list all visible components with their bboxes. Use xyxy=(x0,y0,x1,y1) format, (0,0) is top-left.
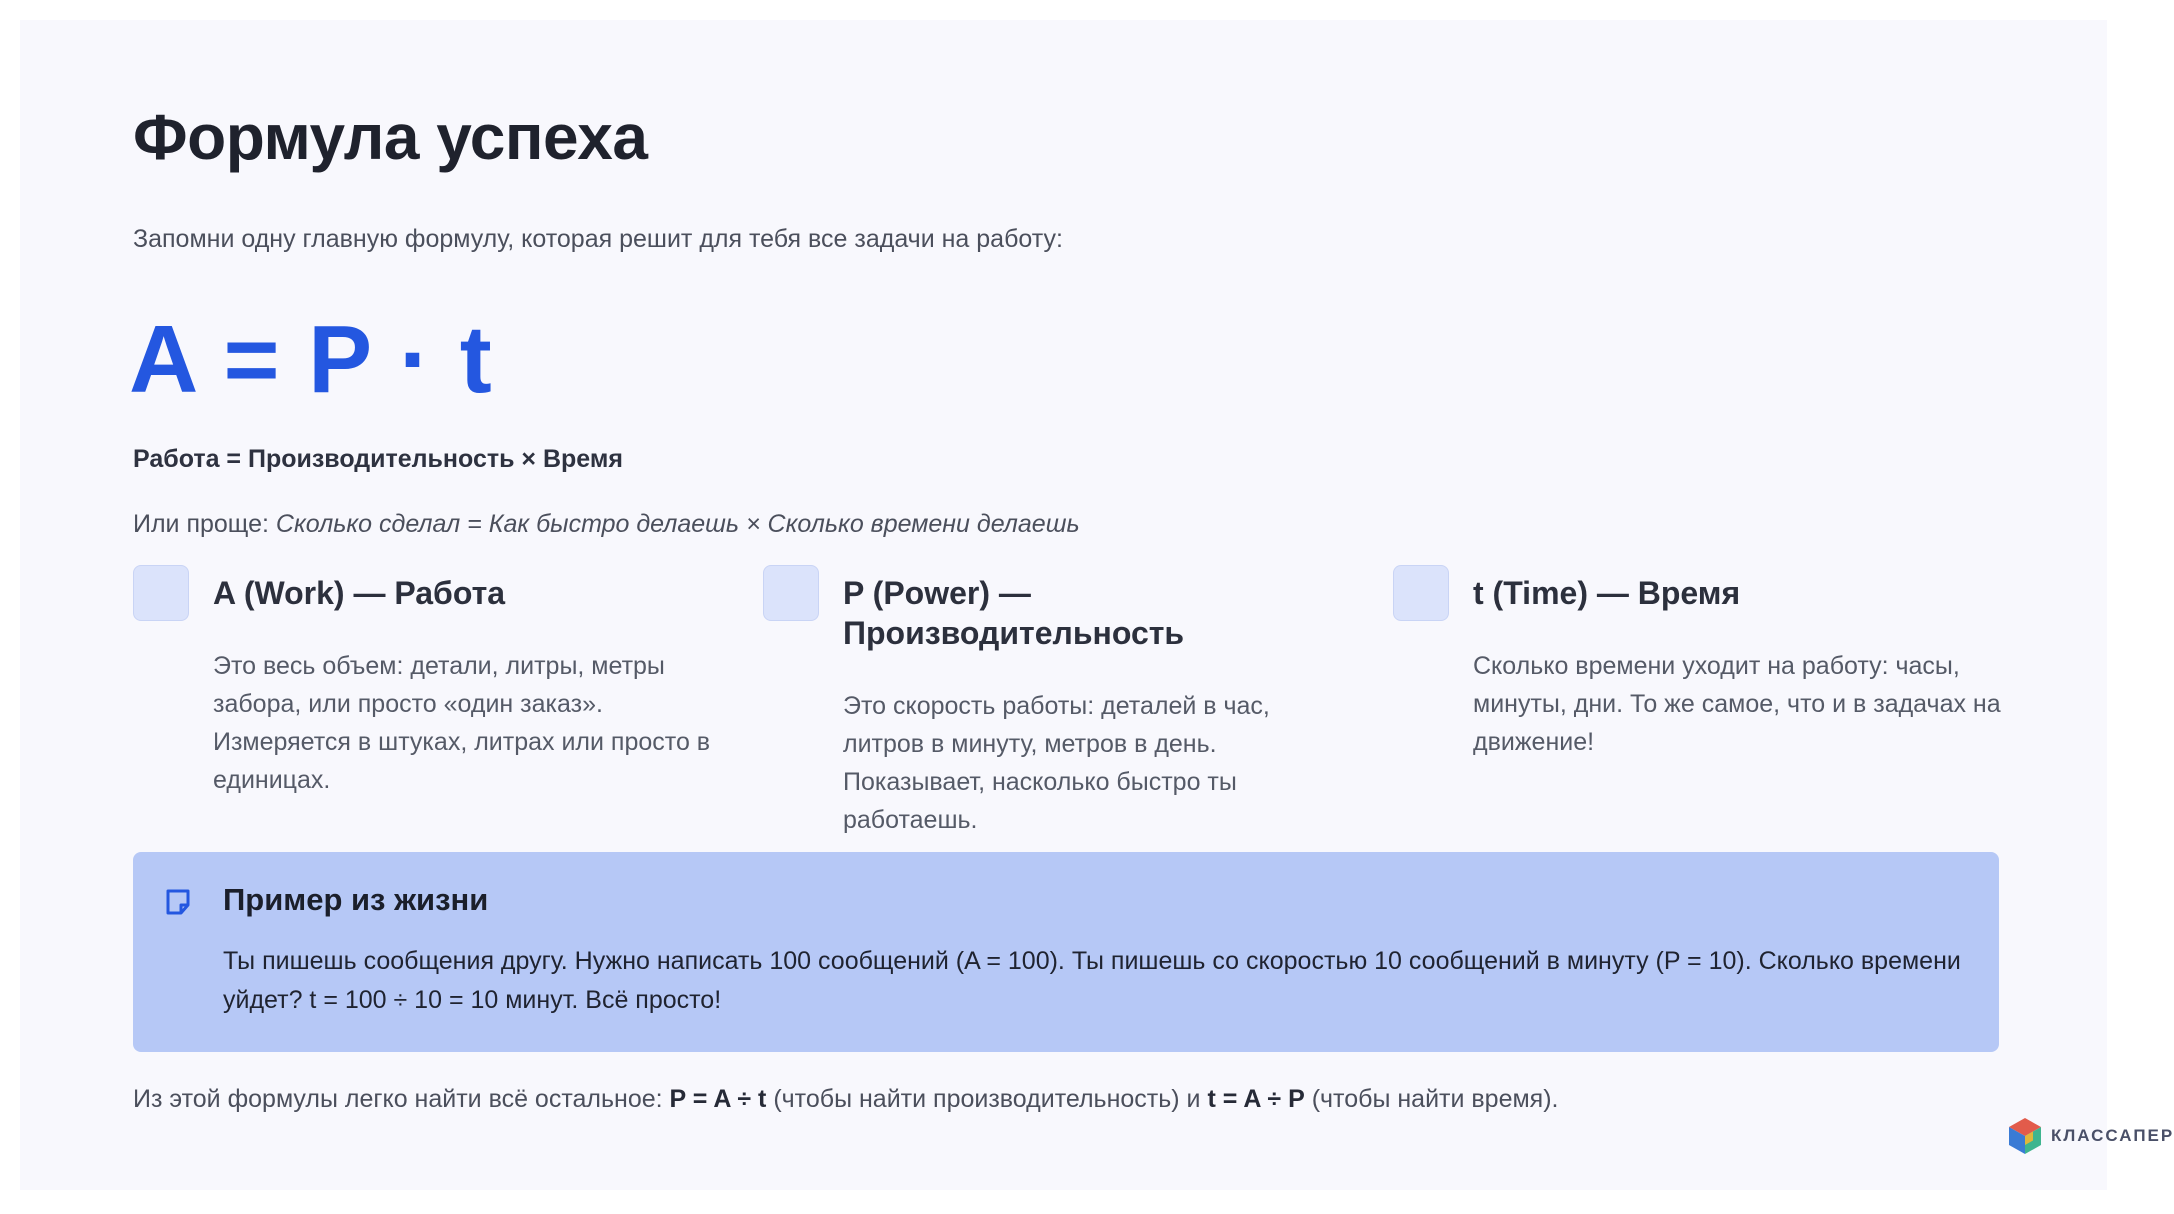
logo-text: КЛАССАПЕР xyxy=(2051,1126,2174,1145)
cube-logo-icon xyxy=(2003,1114,2047,1158)
simpler-explanation xyxy=(133,510,1080,539)
callout-text: Ты пишешь сообщения другу. Нужно написать 100 сообщений (A = 100). Ты пишешь со скоростью 10 сообщений в минуту (P = 10). Сколько времени уйдет? t = 100 ÷ 10 = 10 минут. Всё просто! xyxy=(223,947,1961,1014)
card-power-title: P (Power) — Производительность xyxy=(843,575,1185,651)
footer-text xyxy=(133,1085,1558,1114)
footer-formula-p: P = A ÷ t xyxy=(669,1085,767,1113)
footer-part3: (чтобы найти время). xyxy=(1304,1085,1559,1113)
callout-title: Пример из жизни xyxy=(223,882,489,917)
card-time-title: t (Time) — Время xyxy=(1473,575,1741,611)
slide xyxy=(20,20,2174,1190)
footer-part1: Из этой формулы легко найти всё остальное: xyxy=(133,1085,670,1113)
card-time-text: Сколько времени уходит на работу: часы, минуты, дни. То же самое, что и в задачах на движение! xyxy=(1473,652,2001,756)
card-power-icon xyxy=(763,565,819,621)
footer-part2: (чтобы найти производительность) и xyxy=(766,1085,1208,1113)
card-work-title: A (Work) — Работа xyxy=(213,575,506,611)
main-formula: A = P · t xyxy=(129,306,493,413)
simpler-prefix: Или проще: xyxy=(133,510,276,538)
card-time-icon xyxy=(1393,565,1449,621)
note-icon xyxy=(163,887,193,917)
brand-logo xyxy=(2003,1114,2174,1158)
formula-meaning: Работа = Производительность × Время xyxy=(133,445,623,473)
card-power-text: Это скорость работы: деталей в час, литров в минуту, метров в день. Показывает, насколько быстро ты работаешь. xyxy=(843,692,1270,834)
footer-formula-t: t = A ÷ P xyxy=(1207,1085,1305,1113)
card-work-text: Это весь объем: детали, литры, метры забора, или просто «один заказ». Измеряется в штуках, литрах или просто в единицах. xyxy=(213,652,711,794)
intro-text: Запомни одну главную формулу, которая решит для тебя все задачи на работу: xyxy=(133,225,1063,253)
card-work-icon xyxy=(133,565,189,621)
page-title: Формула успеха xyxy=(133,101,648,173)
example-callout xyxy=(133,852,1999,1052)
simpler-italic: Сколько сделал = Как быстро делаешь × Сколько времени делаешь xyxy=(275,510,1080,538)
